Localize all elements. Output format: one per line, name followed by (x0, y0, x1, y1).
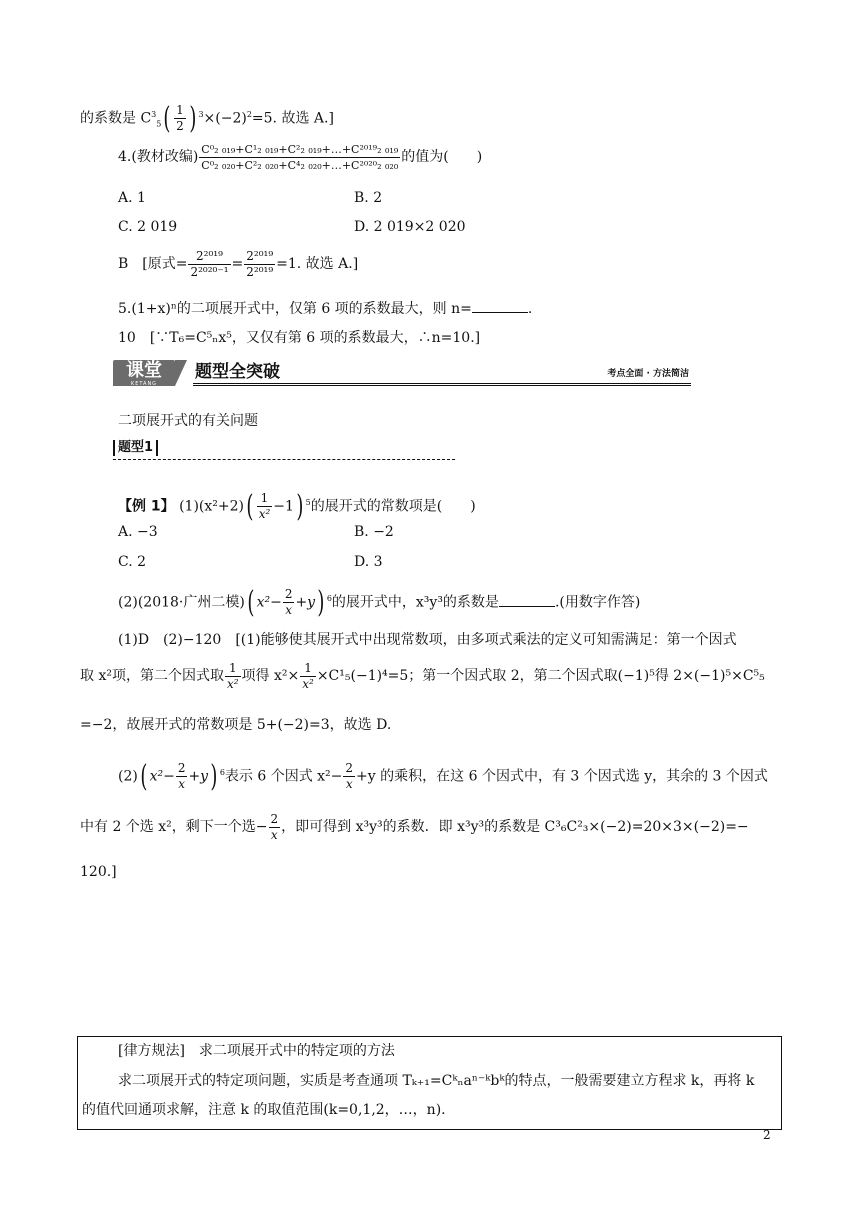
question-label: 4.(教材改编) (118, 149, 199, 165)
text-fragment: x²− (256, 594, 282, 611)
fraction-denominator: 2²⁰¹⁹ (246, 264, 274, 279)
option-a: A. 1 (118, 190, 146, 206)
example-1-part-2 (118, 576, 640, 622)
option-b: B. 2 (354, 190, 383, 206)
left-paren: ( (140, 758, 148, 794)
example-1-part-1 (118, 480, 476, 526)
text-fragment: B [原式= (118, 256, 188, 272)
superscript: 5 (305, 498, 311, 507)
top-coefficient-line (80, 93, 334, 137)
superscript: 6 (326, 594, 332, 603)
text-fragment: ×(−2) (203, 110, 247, 127)
section-title: 二项展开式的有关问题 (118, 413, 258, 429)
fraction-denominator: x² (302, 676, 314, 691)
fraction-denominator: x² (226, 676, 239, 691)
method-box-line-2: 的值代回通项求解，注意 k 的取值范围(k=0,1,2，…，n). (82, 1102, 446, 1118)
question-text: 5.(1+x)ⁿ的二项展开式中，仅第 6 项的系数最大，则 n= (118, 301, 472, 317)
text-fragment: (2) (118, 768, 138, 785)
question-4-answer (118, 244, 358, 284)
solution-line-4 (118, 747, 768, 799)
fraction-denominator: x (285, 603, 293, 618)
question-5-answer: 10 [∵T₆=C⁵ₙx⁵，又仅有第 6 项的系数最大，∴n=10.] (118, 330, 481, 346)
fraction-denominator: C⁰₂ ₀₂₀+C²₂ ₀₂₀+C⁴₂ ₀₂₀+…+C²⁰²⁰₂ ₀₂₀ (201, 158, 399, 172)
solution-line-5 (80, 805, 749, 849)
fraction-numerator: 2 (177, 761, 186, 776)
text-fragment: +y (295, 594, 316, 611)
fraction-denominator: x² (258, 507, 271, 522)
text-fragment: .(用数字作答) (554, 594, 641, 611)
text-fragment: =5. 故选 A.] (251, 110, 334, 127)
fraction (176, 761, 188, 792)
fraction-denominator: 2²⁰²⁰⁻¹ (190, 264, 229, 279)
banner-tab-pinyin: KETANG (130, 381, 158, 387)
left-paren: ( (247, 584, 255, 620)
fraction-numerator: 2 (284, 587, 293, 602)
dashed-divider (113, 459, 455, 460)
answer-blank (472, 300, 528, 313)
fraction-denominator: 2 (176, 119, 184, 134)
fraction (244, 249, 275, 280)
fraction (257, 491, 273, 522)
fraction (343, 761, 355, 792)
fraction (225, 661, 241, 692)
question-5 (118, 299, 532, 319)
text-fragment: +y 的乘积，在这 6 个因式中，有 3 个因式选 y，其余的 3 个因式 (356, 768, 768, 785)
page-number: 2 (763, 1128, 771, 1142)
fraction-numerator: 1 (225, 661, 241, 677)
fraction (269, 812, 281, 843)
subscript: 5 (156, 119, 162, 129)
text-fragment: . (527, 301, 533, 317)
right-paren: ) (317, 584, 325, 620)
method-box (77, 1036, 782, 1130)
right-paren: ) (296, 488, 304, 524)
section-banner (113, 360, 691, 386)
right-paren: ) (210, 758, 218, 794)
left-paren: ( (246, 488, 254, 524)
superscript: 6 (219, 768, 225, 777)
question-4 (118, 135, 482, 179)
type-tag: 题型1 (113, 440, 158, 456)
fraction-denominator: x (178, 777, 186, 792)
text-fragment: −1 (273, 498, 294, 515)
method-box-title: [律方规法] 求二项展开式中的特定项的方法 (118, 1043, 395, 1059)
text-fragment: +y (188, 768, 209, 785)
fraction (188, 249, 230, 280)
banner-tab (113, 360, 175, 386)
text-fragment: = (231, 256, 244, 272)
answer-blank (499, 594, 555, 607)
text-fragment: 取 x²项，第二个因式取 (80, 668, 224, 684)
superscript: 3 (151, 110, 157, 119)
text-fragment: ×C¹₅(−1)⁴=5；第一个因式取 2，第二个因式取(−1)⁵得 2×(−1)⁵×C⁵₅ (316, 668, 765, 684)
fraction-numerator: 2 (270, 811, 279, 826)
banner-subtitle: 考点全面 · 方法简洁 (607, 369, 689, 379)
banner-tab-label: 课堂 (126, 360, 162, 381)
fraction (300, 661, 316, 692)
method-box-line-1: 求二项展开式的特定项问题，实质是考查通项 Tₖ₊₁=Cᵏₙaⁿ⁻ᵏbᵏ的特点，一般需要建立方程求 k，再将 k (118, 1073, 755, 1089)
text-fragment: =1. 故选 A.] (276, 256, 359, 272)
solution-line-2 (80, 656, 765, 696)
fraction-numerator: 1 (300, 661, 316, 677)
option-c: C. 2 (118, 554, 147, 570)
text-fragment: ，即可得到 x³y³的系数．即 x³y³的系数是 C³₆C²₃×(−2)=20×3×(−2)=− (281, 819, 749, 835)
fraction-numerator: C⁰₂ ₀₁₉+C¹₂ ₀₁₉+C²₂ ₀₁₉+…+C²⁰¹⁹₂ ₀₁₉ (201, 142, 399, 156)
text-fragment: 表示 6 个因式 x²− (224, 768, 343, 785)
solution-line-3: =−2，故展开式的常数项是 5+(−2)=3，故选 D. (80, 717, 392, 733)
text-fragment: x²− (149, 768, 175, 785)
solution-line-1: (1)D (2)−120 [(1)能够使其展开式中出现常数项，由多项式乘法的定义可知需满足：第一个因式 (118, 632, 737, 648)
superscript: 3 (198, 110, 204, 119)
right-paren: ) (189, 100, 197, 136)
fraction-numerator: 2²⁰¹⁹ (188, 249, 230, 265)
fraction-numerator: 2 (345, 761, 354, 776)
fraction-numerator: 1 (176, 103, 184, 118)
fraction-numerator: 1 (257, 491, 273, 507)
banner-notch (175, 360, 187, 386)
text-fragment: (2)(2018·广州二模) (118, 594, 245, 611)
question-4-fraction (199, 142, 400, 173)
fraction-numerator: 2²⁰¹⁹ (246, 248, 274, 263)
option-c: C. 2 019 (118, 219, 178, 235)
option-d: D. 2 019×2 020 (354, 219, 466, 235)
banner-title: 题型全突破 (195, 362, 280, 382)
question-suffix: 的值为( ) (401, 149, 483, 165)
text-fragment: 的展开式中，x³y³的系数是 (331, 594, 499, 611)
text-fragment: 中有 2 个选 x²，剩下一个选− (80, 819, 268, 835)
text-fragment: 项得 x²× (241, 668, 300, 684)
option-a: A. −3 (118, 524, 158, 540)
fraction-denominator: x (270, 827, 278, 842)
fraction-denominator: x (345, 777, 353, 792)
text-fragment: (1)(x²+2) (179, 498, 244, 515)
option-d: D. 3 (354, 554, 383, 570)
fraction (174, 103, 186, 134)
superscript: 2 (246, 110, 252, 119)
banner-rule (193, 385, 691, 386)
left-paren: ( (163, 100, 171, 136)
option-b: B. −2 (354, 524, 394, 540)
banner-rule (193, 383, 691, 384)
example-label: 【例 1】 (118, 498, 175, 515)
text-fragment: 的展开式的常数项是( ) (310, 498, 476, 515)
solution-line-6: 120.] (80, 864, 117, 880)
fraction (283, 587, 295, 618)
text-fragment: 的系数是 C (80, 110, 152, 127)
